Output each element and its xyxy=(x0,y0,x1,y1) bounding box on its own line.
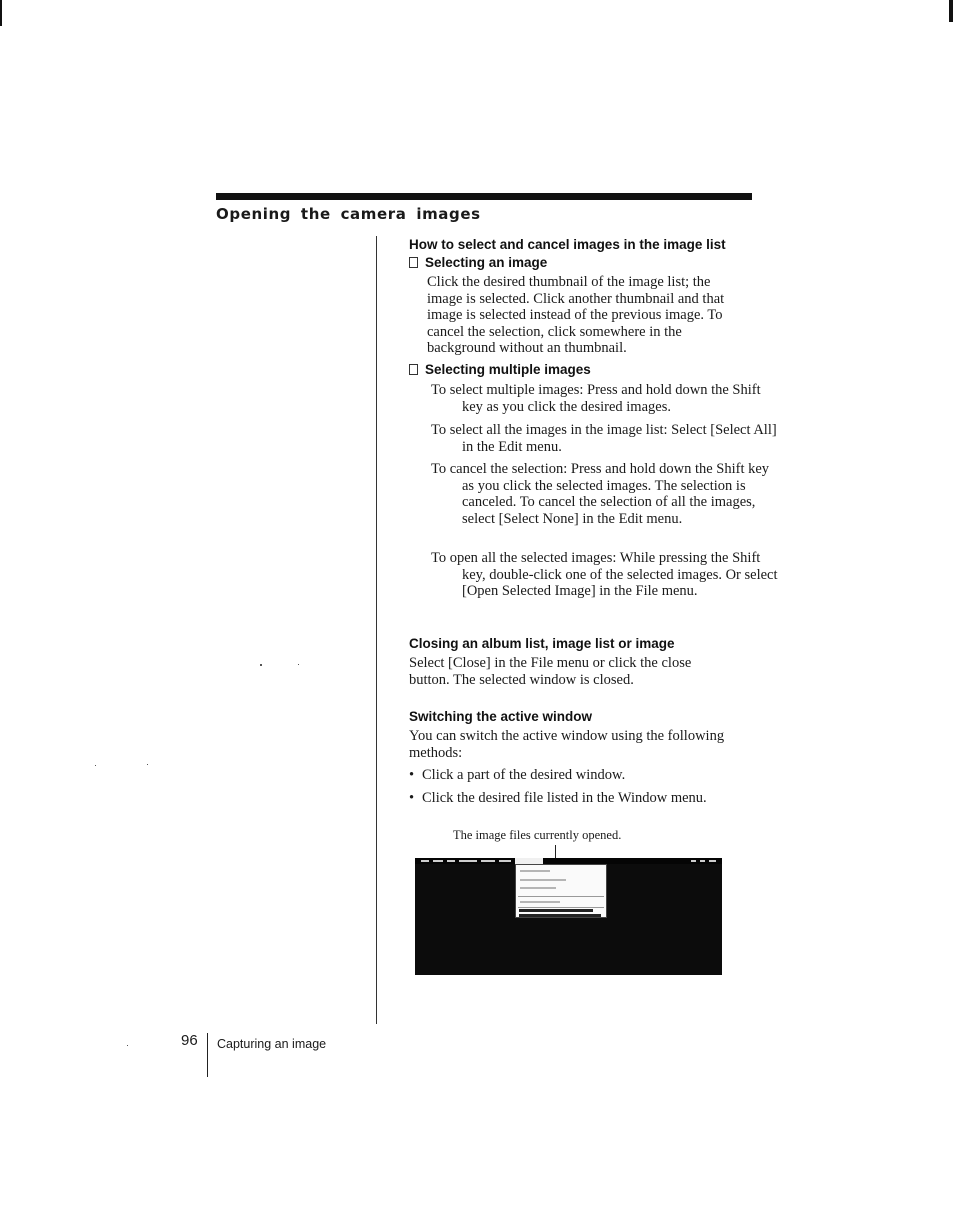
subhead-selecting-image xyxy=(409,255,547,270)
paragraph-selecting-image: Click the desired thumbnail of the image list; the image is selected. Click another thumbnail and that image is selected instead of the previous image. To cancel the selection, click somewhere in the background without an thumbnail. xyxy=(427,274,725,356)
heading-switching: Switching the active window xyxy=(409,709,593,724)
column-divider xyxy=(376,236,377,1024)
checkbox-square-icon xyxy=(409,364,418,375)
section-title: Opening the camera images xyxy=(216,205,481,223)
paragraph-closing: Select [Close] in the File menu or click the close button. The selected window is closed. xyxy=(409,655,692,688)
subhead-selecting-image-label: Selecting an image xyxy=(425,255,548,270)
heading-select-cancel: How to select and cancel images in the image list xyxy=(409,237,726,252)
section-top-rule xyxy=(216,193,752,200)
paragraph-switching: You can switch the active window using the following methods: xyxy=(409,728,725,761)
multi-item-open-selected: To open all the selected images: While pressing the Shift key, double-click one of the selected images. Or select [Open Selected Image] in the File menu. xyxy=(431,550,778,599)
folio-rule xyxy=(207,1033,208,1077)
figure-caption: The image files currently opened. xyxy=(453,828,622,842)
multi-item-select-multiple: To select multiple images: Press and hold down the Shift key as you click the desired images. xyxy=(431,382,761,415)
screenshot-window-menu-dropdown xyxy=(515,864,607,918)
bullet-dot-icon: • xyxy=(409,767,415,783)
page-number: 96 xyxy=(181,1032,198,1049)
bullet-text: Click a part of the desired window. xyxy=(422,767,626,783)
subhead-selecting-multiple-label: Selecting multiple images xyxy=(425,362,591,377)
running-footer: Capturing an image xyxy=(217,1037,327,1051)
multi-item-cancel-selection: To cancel the selection: Press and hold down the Shift key as you click the selected images. The selection is canceled. To cancel the selection of all the images, select [Select None] in the Edit menu. xyxy=(431,461,770,527)
checkbox-square-icon xyxy=(409,257,418,268)
bullet-item xyxy=(409,790,707,807)
heading-closing: Closing an album list, image list or image xyxy=(409,636,675,651)
bullet-dot-icon: • xyxy=(409,790,415,806)
window-menu-screenshot xyxy=(415,858,722,975)
subhead-selecting-multiple xyxy=(409,362,591,377)
bullet-text: Click the desired file listed in the Window menu. xyxy=(422,790,707,806)
bullet-item xyxy=(409,767,625,784)
multi-item-select-all: To select all the images in the image list: Select [Select All] in the Edit menu. xyxy=(431,422,777,455)
